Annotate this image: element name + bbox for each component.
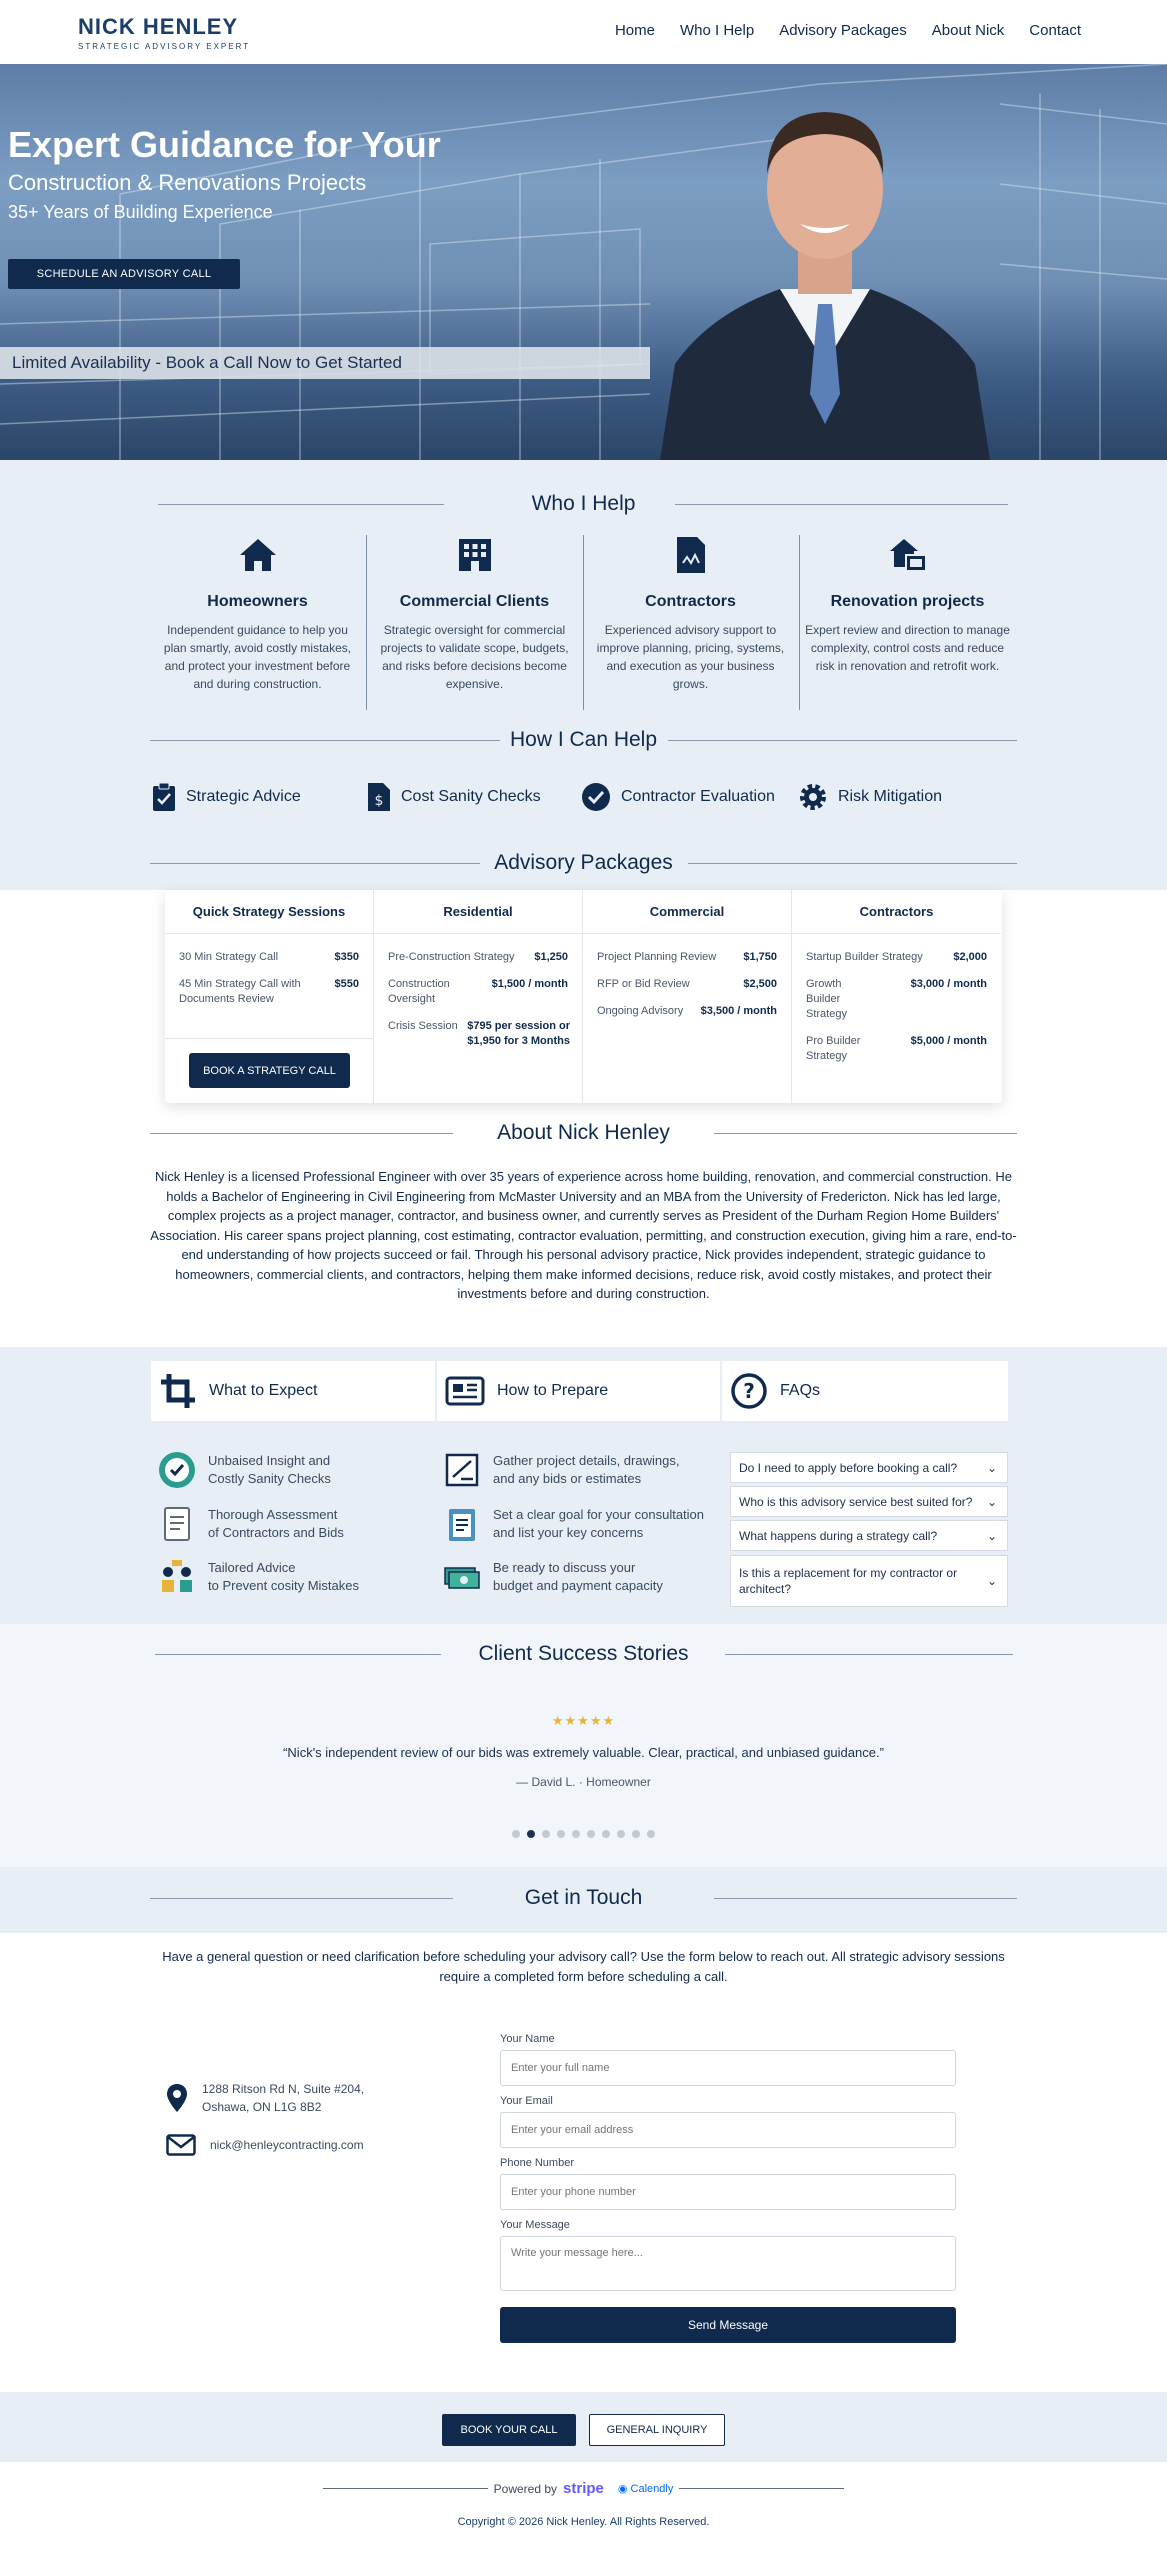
testimonial-author: — David L. · Homeowner	[516, 1775, 651, 1789]
chevron-down-icon: ⌄	[986, 1574, 997, 1588]
main-nav	[615, 22, 1081, 39]
footer-cta-bar	[0, 2392, 1167, 2462]
crop-icon	[159, 1372, 197, 1410]
nick-henley-portrait	[650, 64, 1000, 460]
renovation-icon	[805, 535, 1010, 575]
carousel-dot[interactable]	[617, 1830, 625, 1838]
carousel-dot[interactable]	[587, 1830, 595, 1838]
section-title: About Nick Henley	[497, 1121, 670, 1144]
package-row	[583, 950, 791, 965]
testimonial-quote: “Nick's independent review of our bids was extremely valuable. Clear, practical, and unbiased guidance.”	[283, 1745, 884, 1760]
powered-by-label: Powered by	[493, 2481, 558, 2496]
row-price: $550	[334, 978, 359, 990]
row-label: RFP or Bid Review	[597, 978, 690, 990]
help-label: Strategic Advice	[186, 788, 301, 805]
package-row	[792, 977, 1001, 1022]
consultation-icon	[158, 1558, 196, 1596]
carousel-dot[interactable]	[647, 1830, 655, 1838]
advisory-packages-heading	[0, 851, 1167, 875]
help-contractor-evaluation	[581, 782, 775, 812]
hero-experience: 35+ Years of Building Experience	[8, 202, 273, 222]
row-label: Pro Builder Strategy	[806, 1035, 861, 1062]
svg-text:$: $	[374, 793, 384, 809]
clipboard-check-icon	[152, 782, 176, 812]
chevron-down-icon: ⌄	[986, 1494, 997, 1509]
row-price: $1,250	[534, 951, 568, 963]
verified-badge-icon	[158, 1451, 196, 1489]
book-your-call-button[interactable]: BOOK YOUR CALL	[442, 2414, 576, 2446]
newspaper-icon	[445, 1376, 485, 1406]
contact-heading	[0, 1886, 1167, 1910]
expect-item	[158, 1505, 344, 1543]
stories-heading	[0, 1642, 1167, 1666]
row-label: Growth Builder Strategy	[806, 978, 847, 1020]
who-text: Independent guidance to help you plan smartly, avoid costly mistakes, and protect your investment before and during construction.	[163, 623, 352, 691]
prepare-text: Gather project details, drawings, and any bids or estimates	[493, 1453, 680, 1486]
carousel-dot[interactable]	[602, 1830, 610, 1838]
hero-subtitle: Construction & Renovations Projects	[8, 170, 367, 195]
email-text: nick@henleycontracting.com	[210, 2138, 364, 2152]
help-cost-sanity-checks	[367, 782, 541, 812]
building-icon	[372, 535, 577, 575]
package-name: Contractors	[792, 890, 1001, 934]
prepare-item	[443, 1505, 704, 1543]
row-label: Pre-Construction Strategy	[388, 951, 515, 963]
row-price: $3,500 / month	[700, 1005, 777, 1017]
document-icon	[588, 535, 793, 575]
checklist-icon	[158, 1505, 196, 1543]
who-text: Strategic oversight for commercial projects to validate scope, budgets, and risks before decisions become expensive.	[380, 623, 569, 691]
about-heading	[0, 1121, 1167, 1145]
name-label: Your Name	[500, 2033, 555, 2045]
package-row	[583, 977, 791, 992]
question-circle-icon	[730, 1372, 768, 1410]
expect-text: Unbaised Insight and Costly Sanity Checks	[208, 1453, 331, 1486]
phone-label: Phone Number	[500, 2157, 574, 2169]
check-circle-icon	[581, 782, 611, 812]
package-row	[374, 977, 582, 1007]
packages-table	[165, 890, 1002, 1103]
help-label: Cost Sanity Checks	[401, 788, 541, 805]
availability-banner: Limited Availability - Book a Call Now to Get Started	[0, 347, 650, 379]
carousel-dot[interactable]	[632, 1830, 640, 1838]
row-label: Startup Builder Strategy	[806, 951, 923, 963]
about-text: Nick Henley is a licensed Professional Engineer with over 35 years of experience across home building, renovation, and commercial construction. He holds a Bachelor of Engineering in Civil Engineering from McMaster University and an MBA from the University of Fredericton. Nick has led large, complex projects as a project manager, contractor, and business owner, and currently serves as President of the Durham Region Home Builders' Association. His career spans project planning, cost estimating, contractor evaluation, permitting, and construction execution, giving him a rare, end-to-end understanding of how projects succeed or fail. Through his personal advisory practice, Nick provides independent, strategic guidance to homeowners, commercial clients, and contractors, helping them make informed decisions, reduce risk, avoid costly mistakes, and protect their investments before and during construction.	[150, 1169, 1017, 1301]
phone-input[interactable]	[500, 2174, 956, 2210]
package-row	[374, 1019, 582, 1049]
carousel-dot[interactable]	[512, 1830, 520, 1838]
expect-item	[158, 1451, 331, 1489]
row-label: Project Planning Review	[597, 951, 717, 963]
nav-home[interactable]: Home	[614, 22, 655, 39]
package-name: Residential	[374, 890, 582, 934]
chevron-down-icon: ⌄	[986, 1528, 997, 1543]
who-commercial-clients	[372, 535, 577, 693]
nav-advisory-packages[interactable]: Advisory Packages	[779, 22, 907, 39]
row-price: $2,000	[953, 951, 987, 963]
package-quick-strategy	[165, 890, 374, 1103]
row-price: $795 per session or $1,950 for 3 Months	[467, 1020, 570, 1047]
send-message-button[interactable]: Send Message	[500, 2307, 956, 2343]
faq-question: Do I need to apply before booking a call?	[739, 1460, 958, 1475]
expect-text: Tailored Advice to Prevent cosity Mistakes	[208, 1560, 359, 1593]
message-label: Your Message	[500, 2219, 570, 2231]
prepare-text: Set a clear goal for your consultation and list your key concerns	[493, 1507, 705, 1540]
section-title: How I Can Help	[509, 728, 658, 751]
who-text: Experienced advisory support to improve planning, pricing, systems, and execution as your business grows.	[596, 623, 785, 691]
row-price: $2,500	[743, 978, 777, 990]
row-price: $1,500 / month	[491, 978, 568, 990]
row-label: 45 Min Strategy Call with Documents Review	[179, 978, 301, 1005]
who-title: Commercial Clients	[399, 593, 550, 610]
map-pin-icon	[166, 2083, 188, 2113]
dollar-document-icon	[367, 782, 391, 812]
hero-section	[0, 64, 1167, 460]
calendly-logo: ◉ Calendly	[617, 2483, 674, 2495]
prepare-text: Be ready to discuss your budget and payment capacity	[493, 1560, 663, 1593]
gear-icon	[798, 782, 828, 812]
help-label: Risk Mitigation	[838, 788, 943, 805]
section-title: Get in Touch	[524, 1886, 643, 1909]
nav-about-nick[interactable]: About Nick	[931, 22, 1005, 39]
package-row	[374, 950, 582, 965]
money-icon	[443, 1558, 481, 1596]
help-label: Contractor Evaluation	[621, 788, 775, 805]
package-row	[583, 1004, 791, 1019]
faq-item[interactable]	[730, 1452, 1008, 1483]
nav-who-i-help[interactable]: Who I Help	[679, 22, 755, 39]
package-residential	[374, 890, 583, 1103]
email-contact[interactable]	[166, 2134, 364, 2156]
section-title: Advisory Packages	[494, 851, 673, 874]
copyright: Copyright © 2026 Nick Henley. All Rights Reserved.	[457, 2516, 710, 2528]
carousel-dot[interactable]	[527, 1830, 535, 1838]
who-homeowners	[155, 535, 360, 693]
general-inquiry-button[interactable]: GENERAL INQUIRY	[589, 2414, 725, 2446]
svg-text:?: ?	[743, 1379, 755, 1403]
hero-title: Expert Guidance for Your	[8, 124, 441, 165]
row-price: $350	[334, 951, 359, 963]
message-textarea[interactable]	[500, 2236, 956, 2291]
address-text: 1288 Ritson Rd N, Suite #204, Oshawa, ON L1G 8B2	[202, 2082, 365, 2114]
package-commercial	[583, 890, 792, 1103]
tab-how-to-prepare[interactable]	[437, 1361, 720, 1421]
row-label: 30 Min Strategy Call	[179, 951, 279, 963]
who-renovation-projects	[805, 535, 1010, 675]
how-i-can-help-heading	[0, 728, 1167, 752]
expect-item	[158, 1558, 359, 1596]
email-label: Your Email	[500, 2095, 553, 2107]
tab-label: How to Prepare	[497, 1382, 609, 1399]
drawing-board-icon	[443, 1451, 481, 1489]
faq-question: Who is this advisory service best suited for?	[739, 1494, 973, 1509]
divider	[165, 1038, 374, 1039]
brand-logo[interactable]	[78, 14, 250, 51]
row-price: $1,750	[743, 951, 777, 963]
nav-contact[interactable]: Contact	[1029, 22, 1081, 39]
expect-text: Thorough Assessment of Contractors and Bids	[208, 1507, 344, 1540]
contact-intro: Have a general question or need clarification before scheduling your advisory call? Use the form below to reach out. All strategic advisory sessions require a completed form before scheduling a call.	[162, 1949, 1005, 1984]
schedule-call-button[interactable]: SCHEDULE AN ADVISORY CALL	[8, 259, 240, 289]
divider	[799, 535, 800, 710]
chevron-down-icon: ⌄	[986, 1460, 997, 1475]
prepare-item	[443, 1558, 663, 1596]
help-strategic-advice	[152, 782, 301, 812]
who-title: Homeowners	[207, 593, 308, 610]
package-row	[792, 1034, 1001, 1064]
section-title: Who I Help	[531, 492, 636, 515]
package-row	[165, 950, 373, 965]
tab-faqs[interactable]	[722, 1361, 1008, 1421]
mail-icon	[166, 2134, 196, 2156]
name-input[interactable]	[500, 2050, 956, 2086]
who-i-help-heading	[0, 492, 1167, 516]
row-price: $5,000 / month	[910, 1035, 987, 1047]
email-input[interactable]	[500, 2112, 956, 2148]
house-icon	[155, 535, 360, 575]
faq-question: Is this a replacement for my contractor or architect?	[739, 1566, 958, 1596]
package-row	[165, 977, 373, 1007]
package-name: Commercial	[583, 890, 791, 934]
divider	[366, 535, 367, 710]
brand-name: NICK HENLEY	[78, 14, 239, 39]
faq-item[interactable]	[730, 1555, 1008, 1607]
section-title: Client Success Stories	[478, 1642, 689, 1665]
stripe-logo: stripe	[563, 2480, 604, 2497]
package-row	[792, 950, 1001, 965]
row-label: Construction Oversight	[388, 978, 450, 1005]
help-risk-mitigation	[798, 782, 942, 812]
package-contractors	[792, 890, 1001, 1103]
clipboard-list-icon	[443, 1505, 481, 1543]
divider	[583, 535, 584, 710]
tab-label: FAQs	[780, 1382, 821, 1399]
site-header	[0, 0, 1167, 64]
tab-what-to-expect[interactable]	[151, 1361, 435, 1421]
row-label: Crisis Session	[388, 1020, 458, 1032]
powered-by	[0, 2480, 1167, 2497]
row-price: $3,000 / month	[910, 978, 987, 990]
faq-item[interactable]	[730, 1486, 1008, 1517]
address	[166, 2080, 364, 2116]
tab-label: What to Expect	[209, 1382, 318, 1399]
star-rating: ★★★★★	[551, 1713, 616, 1728]
divider	[679, 2488, 844, 2489]
carousel-dots	[0, 1830, 1167, 1838]
carousel-dot[interactable]	[542, 1830, 550, 1838]
prepare-item	[443, 1451, 679, 1489]
brand-tagline: STRATEGIC ADVISORY EXPERT	[78, 42, 251, 51]
who-contractors	[588, 535, 793, 693]
package-name: Quick Strategy Sessions	[165, 890, 373, 934]
book-strategy-call-button[interactable]: BOOK A STRATEGY CALL	[189, 1053, 350, 1088]
faq-question: What happens during a strategy call?	[739, 1528, 938, 1543]
faq-item[interactable]	[730, 1520, 1008, 1551]
carousel-dot[interactable]	[557, 1830, 565, 1838]
row-label: Ongoing Advisory	[597, 1005, 684, 1017]
carousel-dot[interactable]	[572, 1830, 580, 1838]
who-title: Renovation projects	[830, 593, 985, 610]
who-title: Contractors	[645, 593, 736, 610]
divider	[323, 2488, 488, 2489]
who-text: Expert review and direction to manage complexity, control costs and reduce risk in renovation and retrofit work.	[805, 623, 1010, 673]
